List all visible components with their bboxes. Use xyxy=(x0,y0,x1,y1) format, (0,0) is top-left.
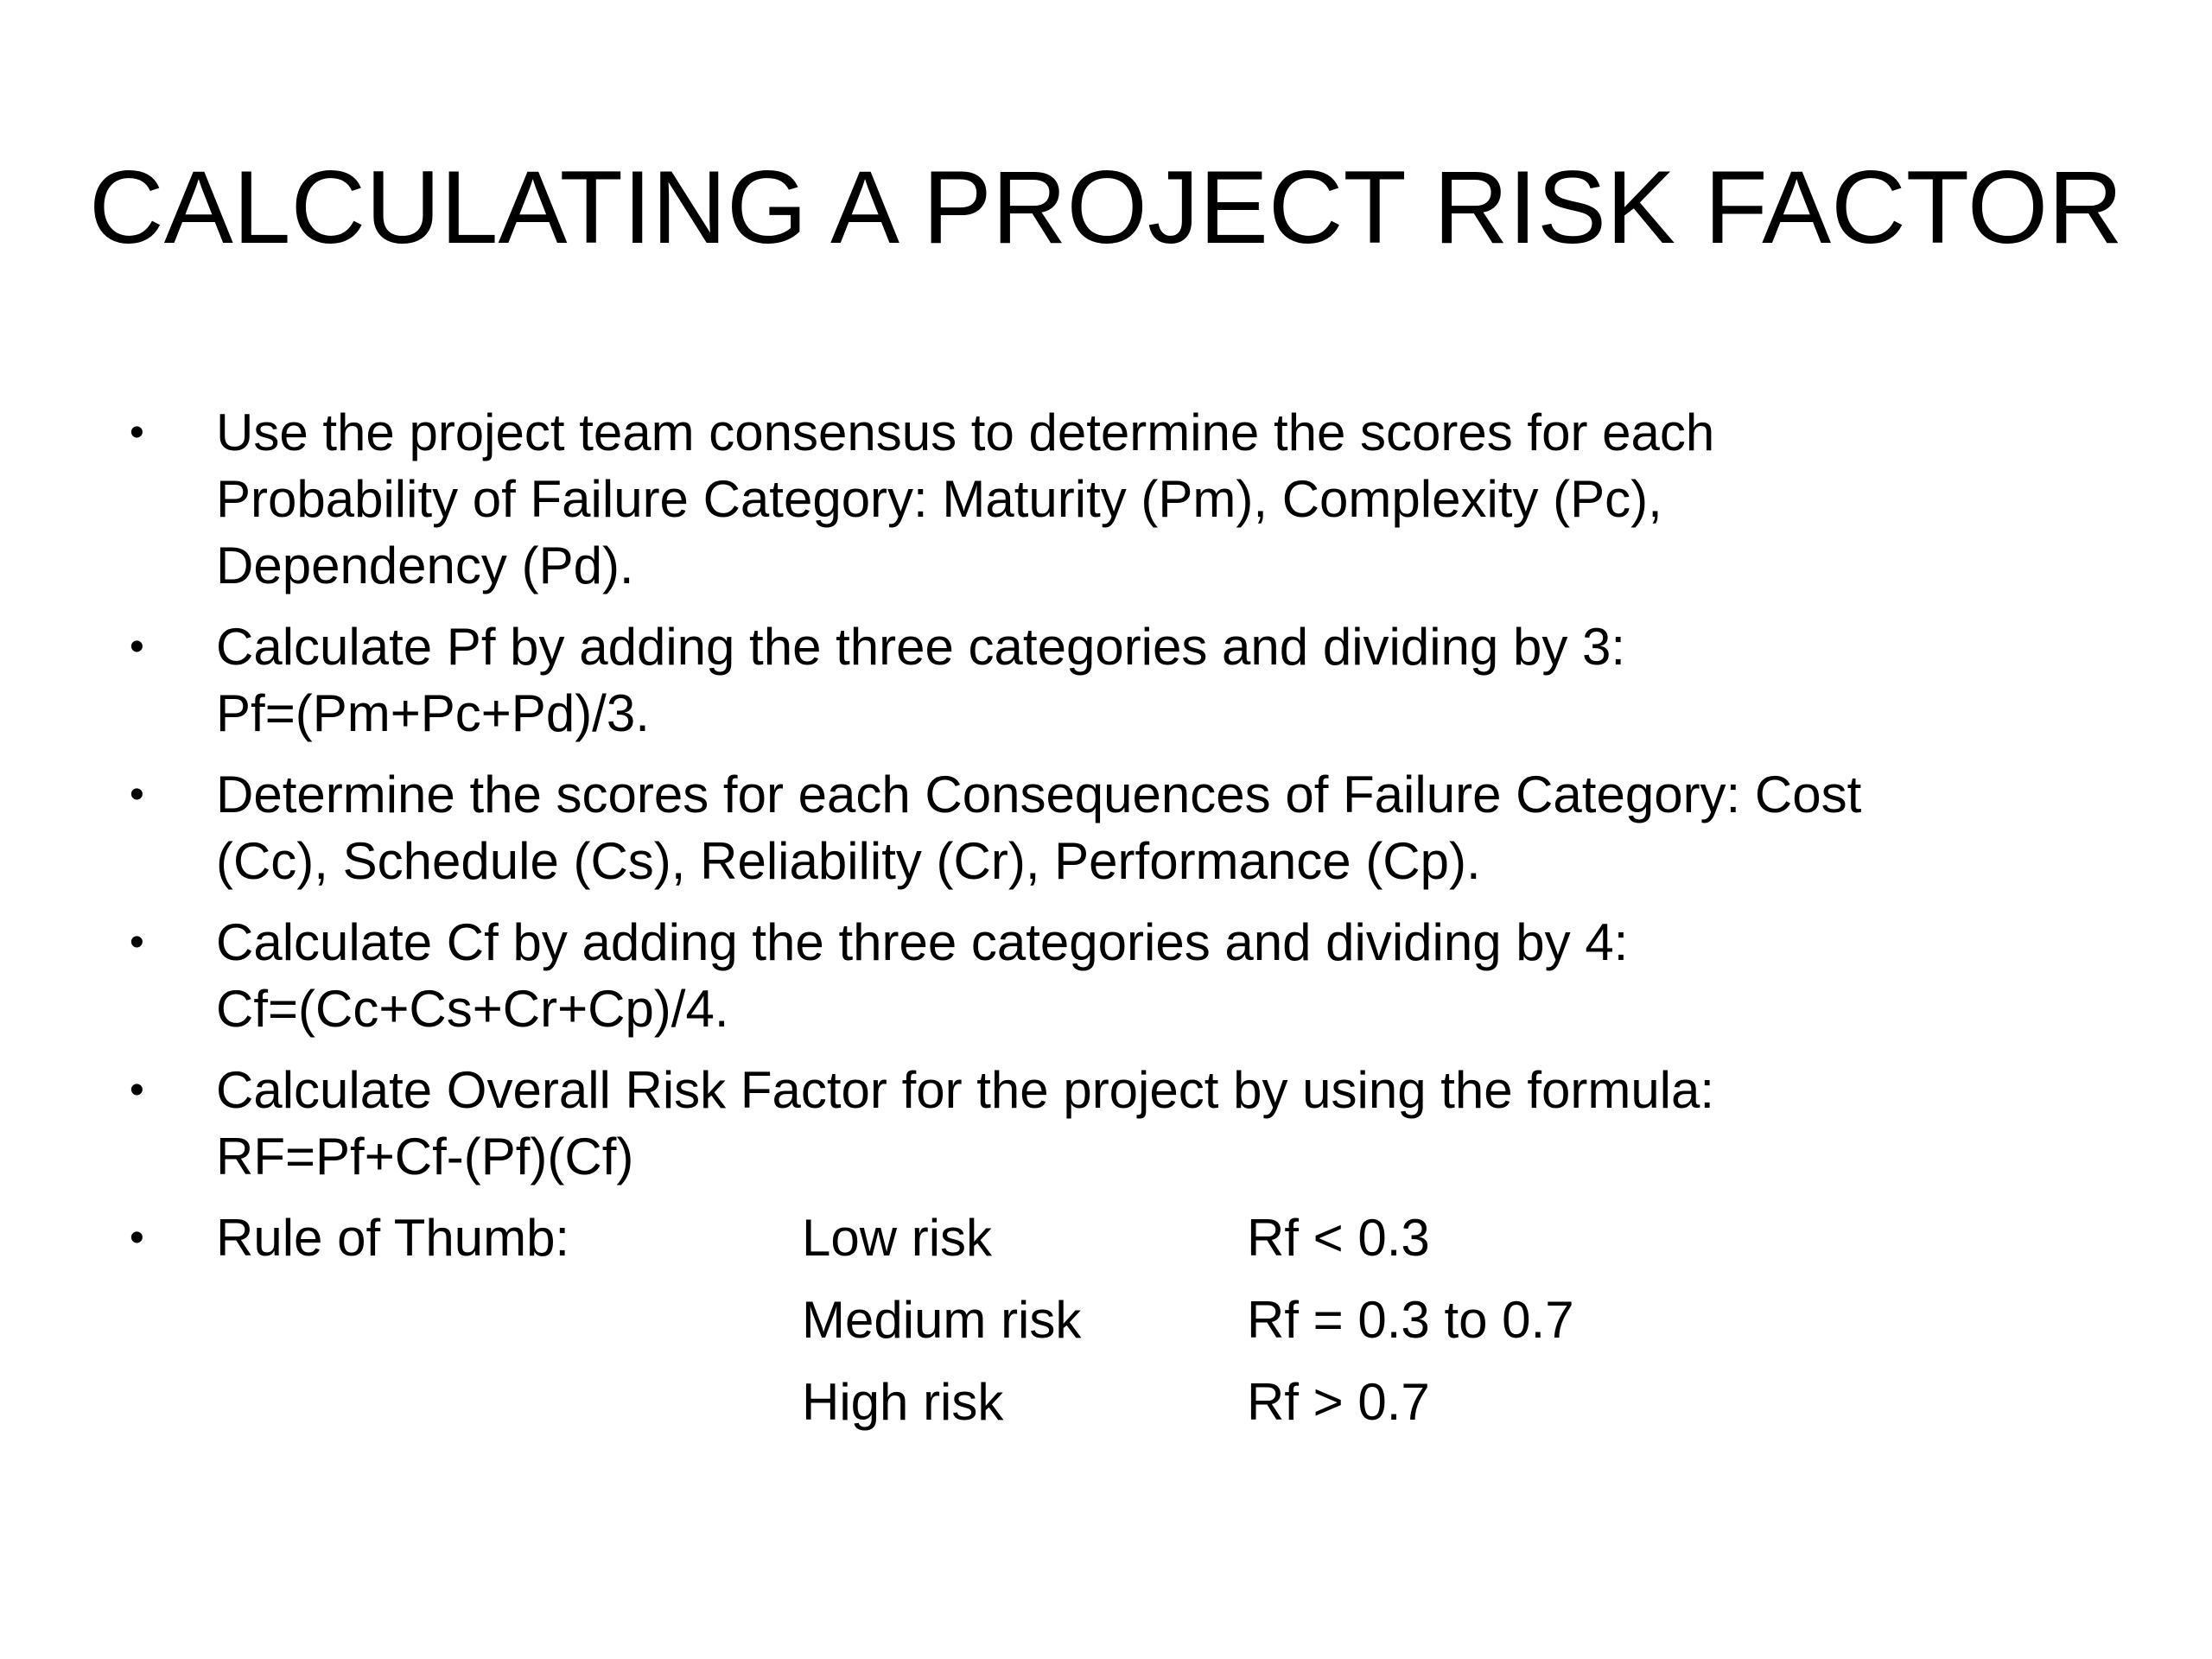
rule-of-thumb-label: Rule of Thumb: xyxy=(216,1209,570,1267)
risk-range: Rf = 0.3 to 0.7 xyxy=(1247,1291,1574,1349)
risk-range: Rf < 0.3 xyxy=(1247,1209,1430,1267)
bullet-icon: • xyxy=(130,1215,144,1261)
bullet-line: Use the project team consensus to determine the scores for each xyxy=(216,404,1715,461)
bullet-line: Calculate Cf by adding the three categories and dividing by 4: xyxy=(216,913,1629,971)
risk-level: Medium risk xyxy=(802,1291,1082,1349)
bullet-line: Pf=(Pm+Pc+Pd)/3. xyxy=(216,684,650,742)
bullet-text xyxy=(216,909,2100,1042)
bullet-line: RF=Pf+Cf-(Pf)(Cf) xyxy=(216,1128,634,1185)
bullet-item xyxy=(130,613,2117,747)
bullet-line: Calculate Pf by adding the three categories and dividing by 3: xyxy=(216,618,1626,676)
bullet-icon: • xyxy=(130,772,144,817)
rule-of-thumb-row xyxy=(216,1205,2117,1287)
risk-level: High risk xyxy=(802,1373,1004,1431)
bullet-item xyxy=(130,399,2117,599)
bullet-icon: • xyxy=(130,1067,144,1113)
bullet-text xyxy=(216,1057,2100,1190)
bullet-list xyxy=(130,399,2117,1465)
bullet-icon: • xyxy=(130,410,144,455)
bullet-item xyxy=(130,761,2117,894)
rule-of-thumb-item xyxy=(130,1205,2117,1451)
bullet-line: Calculate Overall Risk Factor for the project by using the formula: xyxy=(216,1061,1715,1119)
bullet-icon: • xyxy=(130,919,144,965)
bullet-text xyxy=(216,613,2100,747)
bullet-item xyxy=(130,1057,2117,1190)
rule-of-thumb-table xyxy=(216,1205,2117,1451)
risk-level: Low risk xyxy=(802,1209,993,1267)
bullet-text xyxy=(216,399,2100,599)
bullet-line: Cf=(Cc+Cs+Cr+Cp)/4. xyxy=(216,980,729,1038)
slide-title: CALCULATING A PROJECT RISK FACTOR xyxy=(89,149,2123,265)
bullet-text xyxy=(216,761,2100,894)
bullet-icon: • xyxy=(130,624,144,670)
rule-of-thumb-row xyxy=(216,1287,2117,1369)
bullet-line: Determine the scores for each Consequences of Failure Category: Cost xyxy=(216,766,1862,823)
risk-range: Rf > 0.7 xyxy=(1247,1373,1430,1431)
rule-of-thumb-row xyxy=(216,1369,2117,1451)
bullet-line: Dependency (Pd). xyxy=(216,537,634,594)
bullet-item xyxy=(130,909,2117,1042)
bullet-line: (Cc), Schedule (Cs), Reliability (Cr), Performance (Cp). xyxy=(216,832,1481,890)
bullet-line: Probability of Failure Category: Maturity (Pm), Complexity (Pc), xyxy=(216,470,1662,528)
